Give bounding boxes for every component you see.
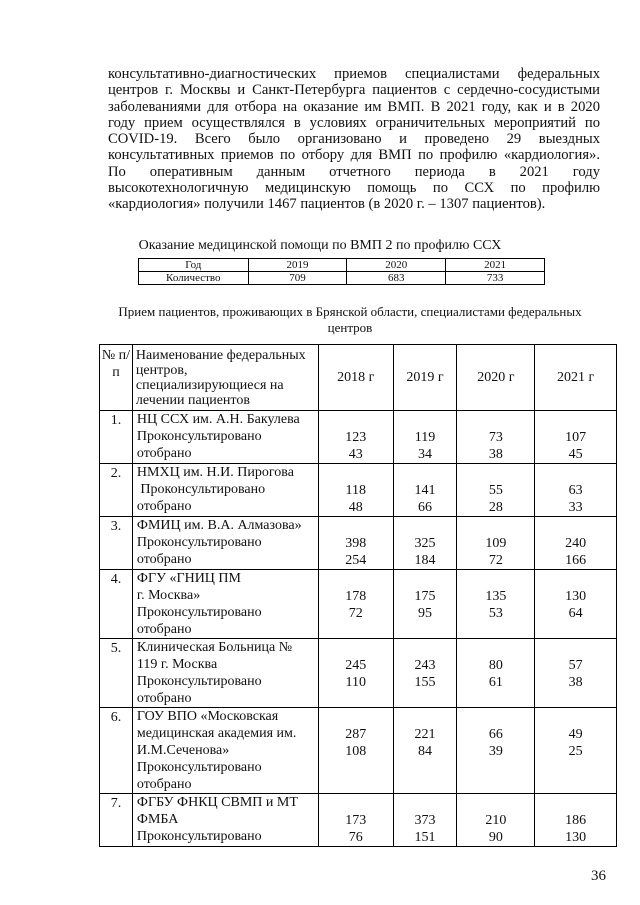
consulted-count: 55 <box>488 483 503 498</box>
selected-count: 95 <box>418 606 433 621</box>
value-cell-2019 <box>393 570 457 639</box>
center-name-line: отобрано <box>136 777 192 792</box>
consulted-count: 63 <box>568 483 583 498</box>
selected-count: 72 <box>348 606 363 621</box>
value-cell-2020 <box>457 570 535 639</box>
consulted-count: 245 <box>345 658 367 673</box>
center-name-cell <box>132 794 318 847</box>
selected-count: 151 <box>414 830 436 845</box>
value-cell-2021 <box>535 708 617 794</box>
value-cell-2018 <box>318 794 393 847</box>
row-number: 4. <box>100 570 133 639</box>
table-cell: 2019 <box>248 259 347 272</box>
paragraph-line: COVID-19. Всего было организовано и проведено 29 выездных <box>108 131 600 148</box>
selected-count: 53 <box>488 606 503 621</box>
selected-count: 45 <box>568 447 583 462</box>
paragraph-line: По оперативным данным отчетного периода в 2021 году <box>108 163 600 180</box>
center-name-cell <box>132 517 318 570</box>
center-name-line: Проконсультировано <box>136 429 262 444</box>
row-number: 7. <box>100 794 133 847</box>
consulted-count: 221 <box>414 727 436 742</box>
header-2020: 2020 г <box>457 345 535 411</box>
center-name-cell <box>132 570 318 639</box>
consulted-count: 73 <box>488 430 503 445</box>
value-cell-2020 <box>457 517 535 570</box>
center-name-line: Проконсультировано <box>136 535 262 550</box>
value-cell-2019 <box>393 708 457 794</box>
selected-count: 90 <box>488 830 503 845</box>
selected-count: 166 <box>565 553 587 568</box>
selected-count: 130 <box>565 830 587 845</box>
selected-count: 76 <box>348 830 363 845</box>
center-name-line: отобрано <box>136 552 192 567</box>
value-cell-2021 <box>535 411 617 464</box>
table-cell: Год <box>139 259 249 272</box>
paragraph-line: высокотехнологичную медицинскую помощь по ССХ по профилю <box>108 180 600 197</box>
consulted-count: 178 <box>345 589 367 604</box>
paragraph-line: «кардиология» получили 1467 пациентов (в 2020 г. – 1307 пациентов). <box>108 196 546 213</box>
value-cell-2021 <box>535 794 617 847</box>
table1-caption: Оказание медицинской помощи по ВМП 2 по профилю ССХ <box>138 238 502 253</box>
consulted-count: 123 <box>345 430 367 445</box>
selected-count: 184 <box>414 553 436 568</box>
selected-count: 84 <box>418 744 433 759</box>
consulted-count: 107 <box>565 430 587 445</box>
selected-count: 108 <box>345 744 367 759</box>
value-cell-2020 <box>457 794 535 847</box>
row-number: 6. <box>100 708 133 794</box>
header-name: Наименование федеральных центров, специализирующиеся на лечении пациентов <box>132 345 318 411</box>
value-cell-2019 <box>393 517 457 570</box>
value-cell-2020 <box>457 464 535 517</box>
value-cell-2019 <box>393 411 457 464</box>
vmp-summary-table <box>138 258 545 285</box>
consulted-count: 141 <box>414 483 436 498</box>
header-2021: 2021 г <box>535 345 617 411</box>
paragraph-line: консультативно-диагностических приемов специалистами федеральных <box>108 66 600 82</box>
center-name-line: отобрано <box>136 691 192 706</box>
center-name-cell <box>132 708 318 794</box>
selected-count: 38 <box>488 447 503 462</box>
consulted-count: 373 <box>414 813 436 828</box>
consulted-count: 130 <box>565 589 587 604</box>
value-cell-2018 <box>318 708 393 794</box>
header-2018: 2018 г <box>318 345 393 411</box>
table-header-row <box>100 345 617 411</box>
value-cell-2020 <box>457 708 535 794</box>
row-number: 3. <box>100 517 133 570</box>
table-row <box>139 259 545 272</box>
table-row <box>139 272 545 285</box>
consulted-count: 240 <box>565 536 587 551</box>
center-name-line: НЦ ССХ им. А.Н. Бакулева <box>136 412 300 427</box>
table-cell: 2020 <box>347 259 446 272</box>
value-cell-2020 <box>457 639 535 708</box>
consulted-count: 119 <box>414 430 436 445</box>
consulted-count: 186 <box>565 813 587 828</box>
center-name-line: Проконсультировано <box>136 829 262 844</box>
consulted-count: 57 <box>568 658 583 673</box>
consulted-count: 66 <box>488 727 503 742</box>
row-number: 1. <box>100 411 133 464</box>
value-cell-2018 <box>318 411 393 464</box>
table-row <box>100 464 617 517</box>
value-cell-2018 <box>318 464 393 517</box>
value-cell-2021 <box>535 570 617 639</box>
page-number: 36 <box>591 868 606 884</box>
selected-count: 61 <box>488 675 503 690</box>
center-name-line: ГОУ ВПО «Московская <box>136 709 279 724</box>
selected-count: 28 <box>488 500 503 515</box>
center-name-line: отобрано <box>136 499 192 514</box>
table-row <box>100 708 617 794</box>
table-cell: 709 <box>248 272 347 285</box>
table-cell: 683 <box>347 272 446 285</box>
center-name-line: И.М.Сеченова» <box>136 743 230 758</box>
center-name-line: Проконсультировано <box>136 674 262 689</box>
value-cell-2018 <box>318 639 393 708</box>
paragraph-line: году прием осуществлялся в условиях ограничительных мероприятий по <box>108 114 600 131</box>
selected-count: 25 <box>568 744 583 759</box>
selected-count: 155 <box>414 675 436 690</box>
selected-count: 38 <box>568 675 583 690</box>
selected-count: 110 <box>345 675 366 690</box>
selected-count: 39 <box>488 744 503 759</box>
consulted-count: 243 <box>414 658 436 673</box>
selected-count: 254 <box>345 553 367 568</box>
consulted-count: 398 <box>345 536 367 551</box>
header-2019: 2019 г <box>393 345 457 411</box>
value-cell-2018 <box>318 517 393 570</box>
header-num: № п/п <box>100 345 133 411</box>
center-name-line: Проконсультировано <box>136 760 262 775</box>
table-row <box>100 517 617 570</box>
consulted-count: 287 <box>345 727 367 742</box>
center-name-line: Клиническая Больница № <box>136 640 293 655</box>
table-cell: 733 <box>446 272 545 285</box>
value-cell-2019 <box>393 639 457 708</box>
center-name-cell <box>132 464 318 517</box>
center-name-cell <box>132 639 318 708</box>
table2-caption: Прием пациентов, проживающих в Брянской области, специалистами федеральных центров <box>118 304 582 335</box>
consulted-count: 80 <box>488 658 503 673</box>
table-cell: Количество <box>139 272 249 285</box>
paragraph-line: заболеваниями для отбора на оказание им ВМП. В 2021 году, как и в 2020 <box>108 98 600 115</box>
consulted-count: 49 <box>568 727 583 742</box>
value-cell-2021 <box>535 639 617 708</box>
table-row <box>100 570 617 639</box>
consulted-count: 109 <box>485 536 507 551</box>
table-row <box>100 794 617 847</box>
table-row <box>100 411 617 464</box>
selected-count: 64 <box>568 606 583 621</box>
center-name-line: НМХЦ им. Н.И. Пирогова <box>136 465 294 480</box>
value-cell-2020 <box>457 411 535 464</box>
value-cell-2018 <box>318 570 393 639</box>
center-name-line: ФГБУ ФНКЦ СВМП и МТ <box>136 795 298 810</box>
consulted-count: 135 <box>485 589 507 604</box>
center-name-line: отобрано <box>136 622 192 637</box>
consulted-count: 175 <box>414 589 436 604</box>
selected-count: 33 <box>568 500 583 515</box>
table-cell: 2021 <box>446 259 545 272</box>
paragraph-line: консультативных приемов по отбору для ВМП по профилю «кардиология». <box>108 147 600 164</box>
value-cell-2021 <box>535 464 617 517</box>
paragraph-line: центров г. Москвы и Санкт-Петербурга пациентов с сердечно-сосудистыми <box>108 82 600 99</box>
center-name-cell <box>132 411 318 464</box>
row-number: 2. <box>100 464 133 517</box>
center-name-line: ФМИЦ им. В.А. Алмазова» <box>136 518 302 533</box>
value-cell-2019 <box>393 794 457 847</box>
consulted-count: 118 <box>345 483 366 498</box>
row-number: 5. <box>100 639 133 708</box>
center-name-line: ФГУ «ГНИЦ ПМ <box>136 571 241 586</box>
value-cell-2019 <box>393 464 457 517</box>
table-body <box>100 411 617 847</box>
body-paragraph <box>108 66 600 213</box>
table-row <box>100 639 617 708</box>
center-name-line: 119 г. Москва <box>136 657 218 672</box>
selected-count: 48 <box>348 500 363 515</box>
value-cell-2021 <box>535 517 617 570</box>
center-name-line: Проконсультировано <box>136 605 262 620</box>
consulted-count: 173 <box>345 813 367 828</box>
center-name-line: Проконсультировано <box>136 482 266 497</box>
selected-count: 66 <box>418 500 433 515</box>
federal-centers-table <box>99 344 617 847</box>
center-name-line: отобрано <box>136 446 192 461</box>
selected-count: 72 <box>488 553 503 568</box>
center-name-line: медицинская академия им. <box>136 726 297 741</box>
consulted-count: 210 <box>485 813 507 828</box>
center-name-line: ФМБА <box>136 812 179 827</box>
selected-count: 34 <box>418 447 433 462</box>
consulted-count: 325 <box>414 536 436 551</box>
selected-count: 43 <box>348 447 363 462</box>
center-name-line: г. Москва» <box>136 588 201 603</box>
